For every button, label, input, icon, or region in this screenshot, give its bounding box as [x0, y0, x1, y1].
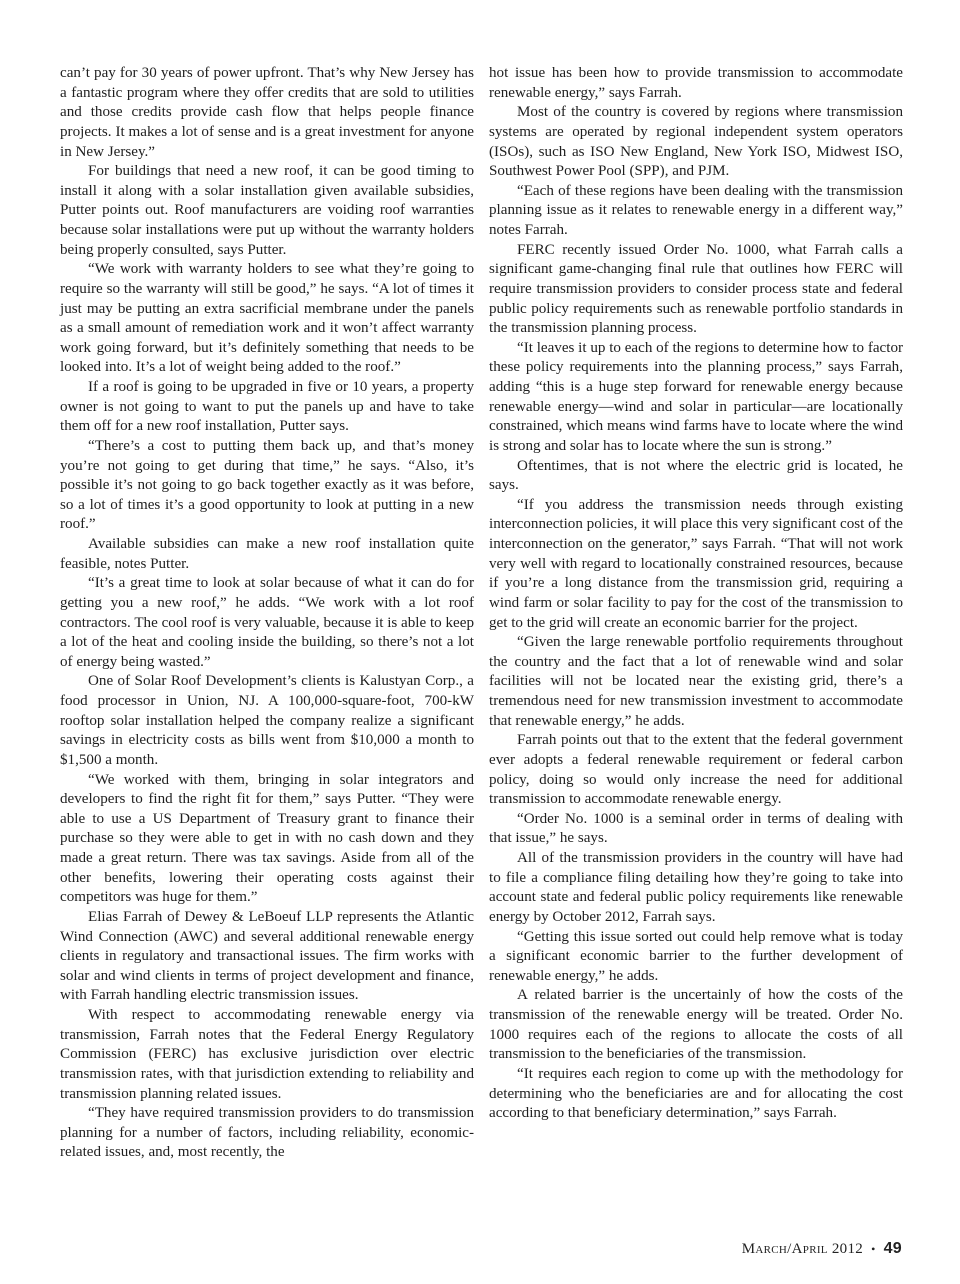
paragraph: For buildings that need a new roof, it can be good timing to install it along with a solar installation given available subsidies, Putter points out. Roof manufacturers are voiding roof warranties because solar installations were put up without the warranty holders being properly consulted, says Putter.: [60, 163, 474, 258]
paragraph: “We work with warranty holders to see what they’re going to require so the warranty will still be good,” he says. “A lot of times it just may be putting an extra sacrificial membrane under the panels as a small amount of remediation work and it won’t affect warranty work going forward, but it’s definitely something that needs to be looked into. It’s a lot of weight being added to the roof.”: [60, 261, 474, 376]
paragraph: hot issue has been how to provide transmission to accommodate renewable energy,” says Farrah.: [489, 65, 903, 101]
paragraph: With respect to accommodating renewable energy via transmission, Farrah notes that the Federal Energy Regulatory Commission (FERC) has exclusive jurisdiction over electric transmission rates, with that jurisdiction extending to reliability and transmission planning related issues.: [60, 1007, 474, 1102]
paragraph: “Order No. 1000 is a seminal order in terms of dealing with that issue,” he says.: [489, 810, 903, 847]
right-column: [489, 64, 903, 1124]
page-number: 49: [883, 1240, 902, 1257]
paragraph: “Getting this issue sorted out could help remove what is today a significant economic barrier to the further development of renewable energy,” he adds.: [489, 928, 903, 984]
paragraph: “Each of these regions have been dealing with the transmission planning issue as it relates to renewable energy in a different way,” notes Farrah.: [489, 182, 903, 238]
left-column: [60, 64, 474, 1163]
paragraph: Farrah points out that to the extent that the federal government ever adopts a federal renewable requirement or federal carbon policy, doing so would only increase the need for additional transmission to accommodate renewable energy.: [489, 732, 903, 808]
paragraph: “We worked with them, bringing in solar integrators and developers to find the right fit for them,” says Putter. “They were able to use a US Department of Treasury grant to finance their purchase so they were able to get in with no cash down and they made a great return. There was tax savings. Aside from all of the other benefits, lowering their operating costs against their competitors was huge for them.”: [60, 771, 474, 906]
paragraph: All of the transmission providers in the country will have had to file a compliance filing detailing how they’re going to take into account state and federal public policy requirements like renewable energy by October 2012, Farrah says.: [489, 850, 903, 925]
issue-date: March/April 2012: [741, 1241, 864, 1257]
paragraph: “Given the large renewable portfolio requirements throughout the country and the fact that a lot of renewable wind and solar facilities will not be located near the existing grid, there’s a tremendous need for new transmission investment to accommodate that renewable energy,” he adds.: [489, 634, 903, 729]
paragraph: If a roof is going to be upgraded in five or 10 years, a property owner is not going to want to put the panels up and have to take them off for a new roof installation, Putter says.: [60, 379, 474, 435]
paragraph: “It’s a great time to look at solar because of what it can do for getting you a new roof,” he adds. “We work with a lot roof contractors. The cool roof is very valuable, because it is able to keep a lot of the heat and cooling inside the building, so there’s not a lot of energy being wasted.”: [60, 575, 474, 670]
bullet-separator: •: [871, 1242, 876, 1256]
paragraph: FERC recently issued Order No. 1000, what Farrah calls a significant game-changing final rule that outlines how FERC will require transmission providers to consider process state and federal public policy requirements such as renewable portfolio standards in the transmission planning process.: [489, 241, 903, 337]
paragraph: “If you address the transmission needs through existing interconnection policies, it will place this very significant cost of the interconnection on the generator,” says Farrah. “That will not work very well with regard to locationally constrained resources, because if you’re a long distance from the transmission grid, requiring a wind farm or solar facility to pay for the cost of the transmission to get to the grid will create an economic barrier for the project.: [489, 496, 903, 631]
paragraph: can’t pay for 30 years of power upfront. That’s why New Jersey has a fantastic program where they offer credits that are sold to utilities and those credits provide cash flow that helps people finance projects. It makes a lot of sense and is a great investment for anyone in New Jersey.”: [60, 65, 474, 160]
paragraph: “They have required transmission providers to do transmission planning for a number of factors, including reliability, economic-related issues, and, most recently, the: [60, 1105, 474, 1161]
paragraph: Available subsidies can make a new roof installation quite feasible, notes Putter.: [60, 536, 474, 572]
paragraph: Oftentimes, that is not where the electric grid is located, he says.: [489, 457, 903, 494]
page-footer: [742, 1240, 902, 1258]
paragraph: “It requires each region to come up with the methodology for determining who the beneficiaries are and for allocating the cost according to that beneficiary determination,” says Farrah.: [489, 1065, 903, 1122]
paragraph: Elias Farrah of Dewey & LeBoeuf LLP represents the Atlantic Wind Connection (AWC) and several additional renewable energy clients in regulatory and transactional issues. The firm works with solar and wind clients in terms of project development and finance, with Farrah handling electric transmission issues.: [60, 908, 474, 1004]
paragraph: One of Solar Roof Development’s clients is Kalustyan Corp., a food processor in Union, NJ. A 100,000-square-foot, 700-kW rooftop solar installation helped the company realize a significant savings in electricity costs as bills went from $10,000 a month to $1,500 a month.: [60, 673, 474, 768]
paragraph: “There’s a cost to putting them back up, and that’s money you’re not going to get during that time,” he says. “Also, it’s possible it’s not going to go back together exactly as it was before, so a lot of times it’s a good opportunity to look at putting in a new roof.”: [60, 437, 474, 533]
paragraph: Most of the country is covered by regions where transmission systems are operated by regional independent system operators (ISOs), such as ISO New England, New York ISO, Midwest ISO, Southwest Power Pool (SPP), and PJM.: [489, 104, 903, 180]
paragraph: “It leaves it up to each of the regions to determine how to factor these policy requirements into the planning process,” says Farrah, adding “this is a huge step forward for renewable energy because renewable energy—wind and solar in particular—are locationally constrained, which means wind farms have to locate where the wind is strong and solar has to locate where the sun is strong.”: [489, 339, 904, 454]
paragraph: A related barrier is the uncertainly of how the costs of the transmission of the renewable energy will be treated. Order No. 1000 requires each of the regions to allocate the costs of all transmission to the beneficiaries of the transmission.: [489, 987, 903, 1063]
